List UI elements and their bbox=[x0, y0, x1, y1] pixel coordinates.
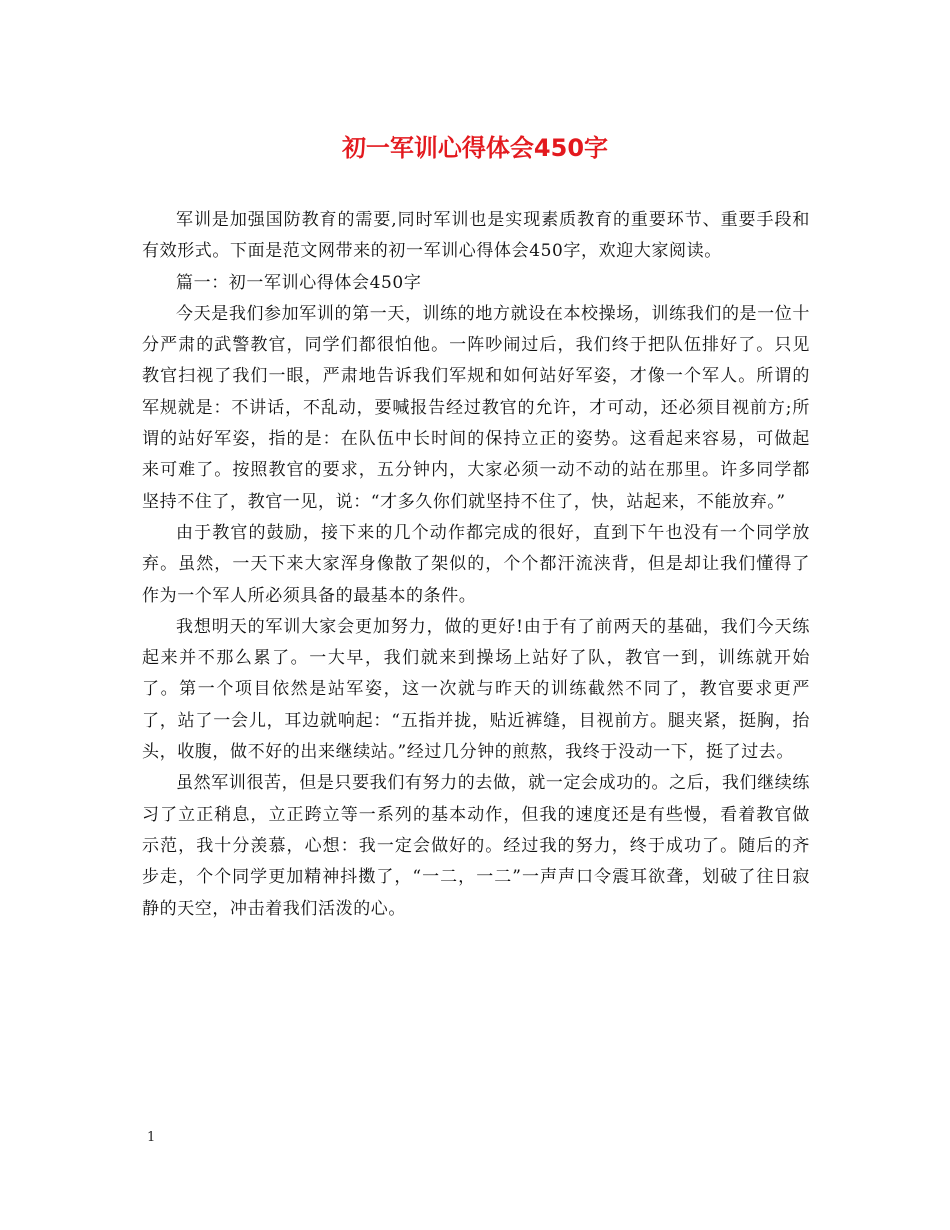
paragraph-first-day: 今天是我们参加军训的第一天，训练的地方就设在本校操场，训练我们的是一位十分严肃的武警教官，同学们都很怕他。一阵吵闹过后，我们终于把队伍排好了。只见教官扫视了我们一眼，严肃地告诉我们军规和如何站好军姿，才像一个军人。所谓的军规就是：不讲话，不乱动，要喊报告经过教官的允许，才可动，还必须目视前方;所谓的站好军姿，指的是：在队伍中长时间的保持立正的姿势。这看起来容易，可做起来可难了。按照教官的要求，五分钟内，大家必须一动不动的站在那里。许多同学都坚持不住了，教官一见，说：“才多久你们就坚持不住了，快，站起来，不能放弃。” bbox=[142, 303, 810, 512]
document-title: 初一军训心得体会450字 bbox=[341, 134, 609, 162]
document-body bbox=[142, 205, 810, 925]
paragraph-success: 虽然军训很苦，但是只要我们有努力的去做，就一定会成功的。之后，我们继续练习了立正稍息，立正跨立等一系列的基本动作，但我的速度还是有些慢，看着教官做示范，我十分羡慕，心想：我一定会做好的。经过我的努力，终于成功了。随后的齐步走，个个同学更加精神抖擞了，“一二，一二”一声声口令震耳欲聋，划破了往日寂静的天空，冲击着我们活泼的心。 bbox=[142, 773, 810, 919]
paragraph-section-heading: 篇一：初一军训心得体会450字 bbox=[176, 272, 422, 293]
paragraph-encouragement: 由于教官的鼓励，接下来的几个动作都完成的很好，直到下午也没有一个同学放弃。虽然，一天下来大家浑身像散了架似的，个个都汗流浃背，但是却让我们懂得了作为一个军人所必须具备的最基本的条件。 bbox=[142, 522, 810, 606]
paragraph-second-day: 我想明天的军训大家会更加努力，做的更好!由于有了前两天的基础，我们今天练起来并不那么累了。一大早，我们就来到操场上站好了队，教官一到，训练就开始了。第一个项目依然是站军姿，这一次就与昨天的训练截然不同了，教官要求更严了，站了一会儿，耳边就响起：“五指并拢，贴近裤缝，目视前方。腿夹紧，挺胸，抬头，收腹，做不好的出来继续站。”经过几分钟的煎熬，我终于没动一下，挺了过去。 bbox=[142, 616, 810, 763]
page-number: 1 bbox=[147, 1130, 156, 1145]
paragraph-intro: 军训是加强国防教育的需要,同时军训也是实现素质教育的重要环节、重要手段和有效形式。下面是范文网带来的初一军训心得体会450字，欢迎大家阅读。 bbox=[142, 210, 810, 262]
